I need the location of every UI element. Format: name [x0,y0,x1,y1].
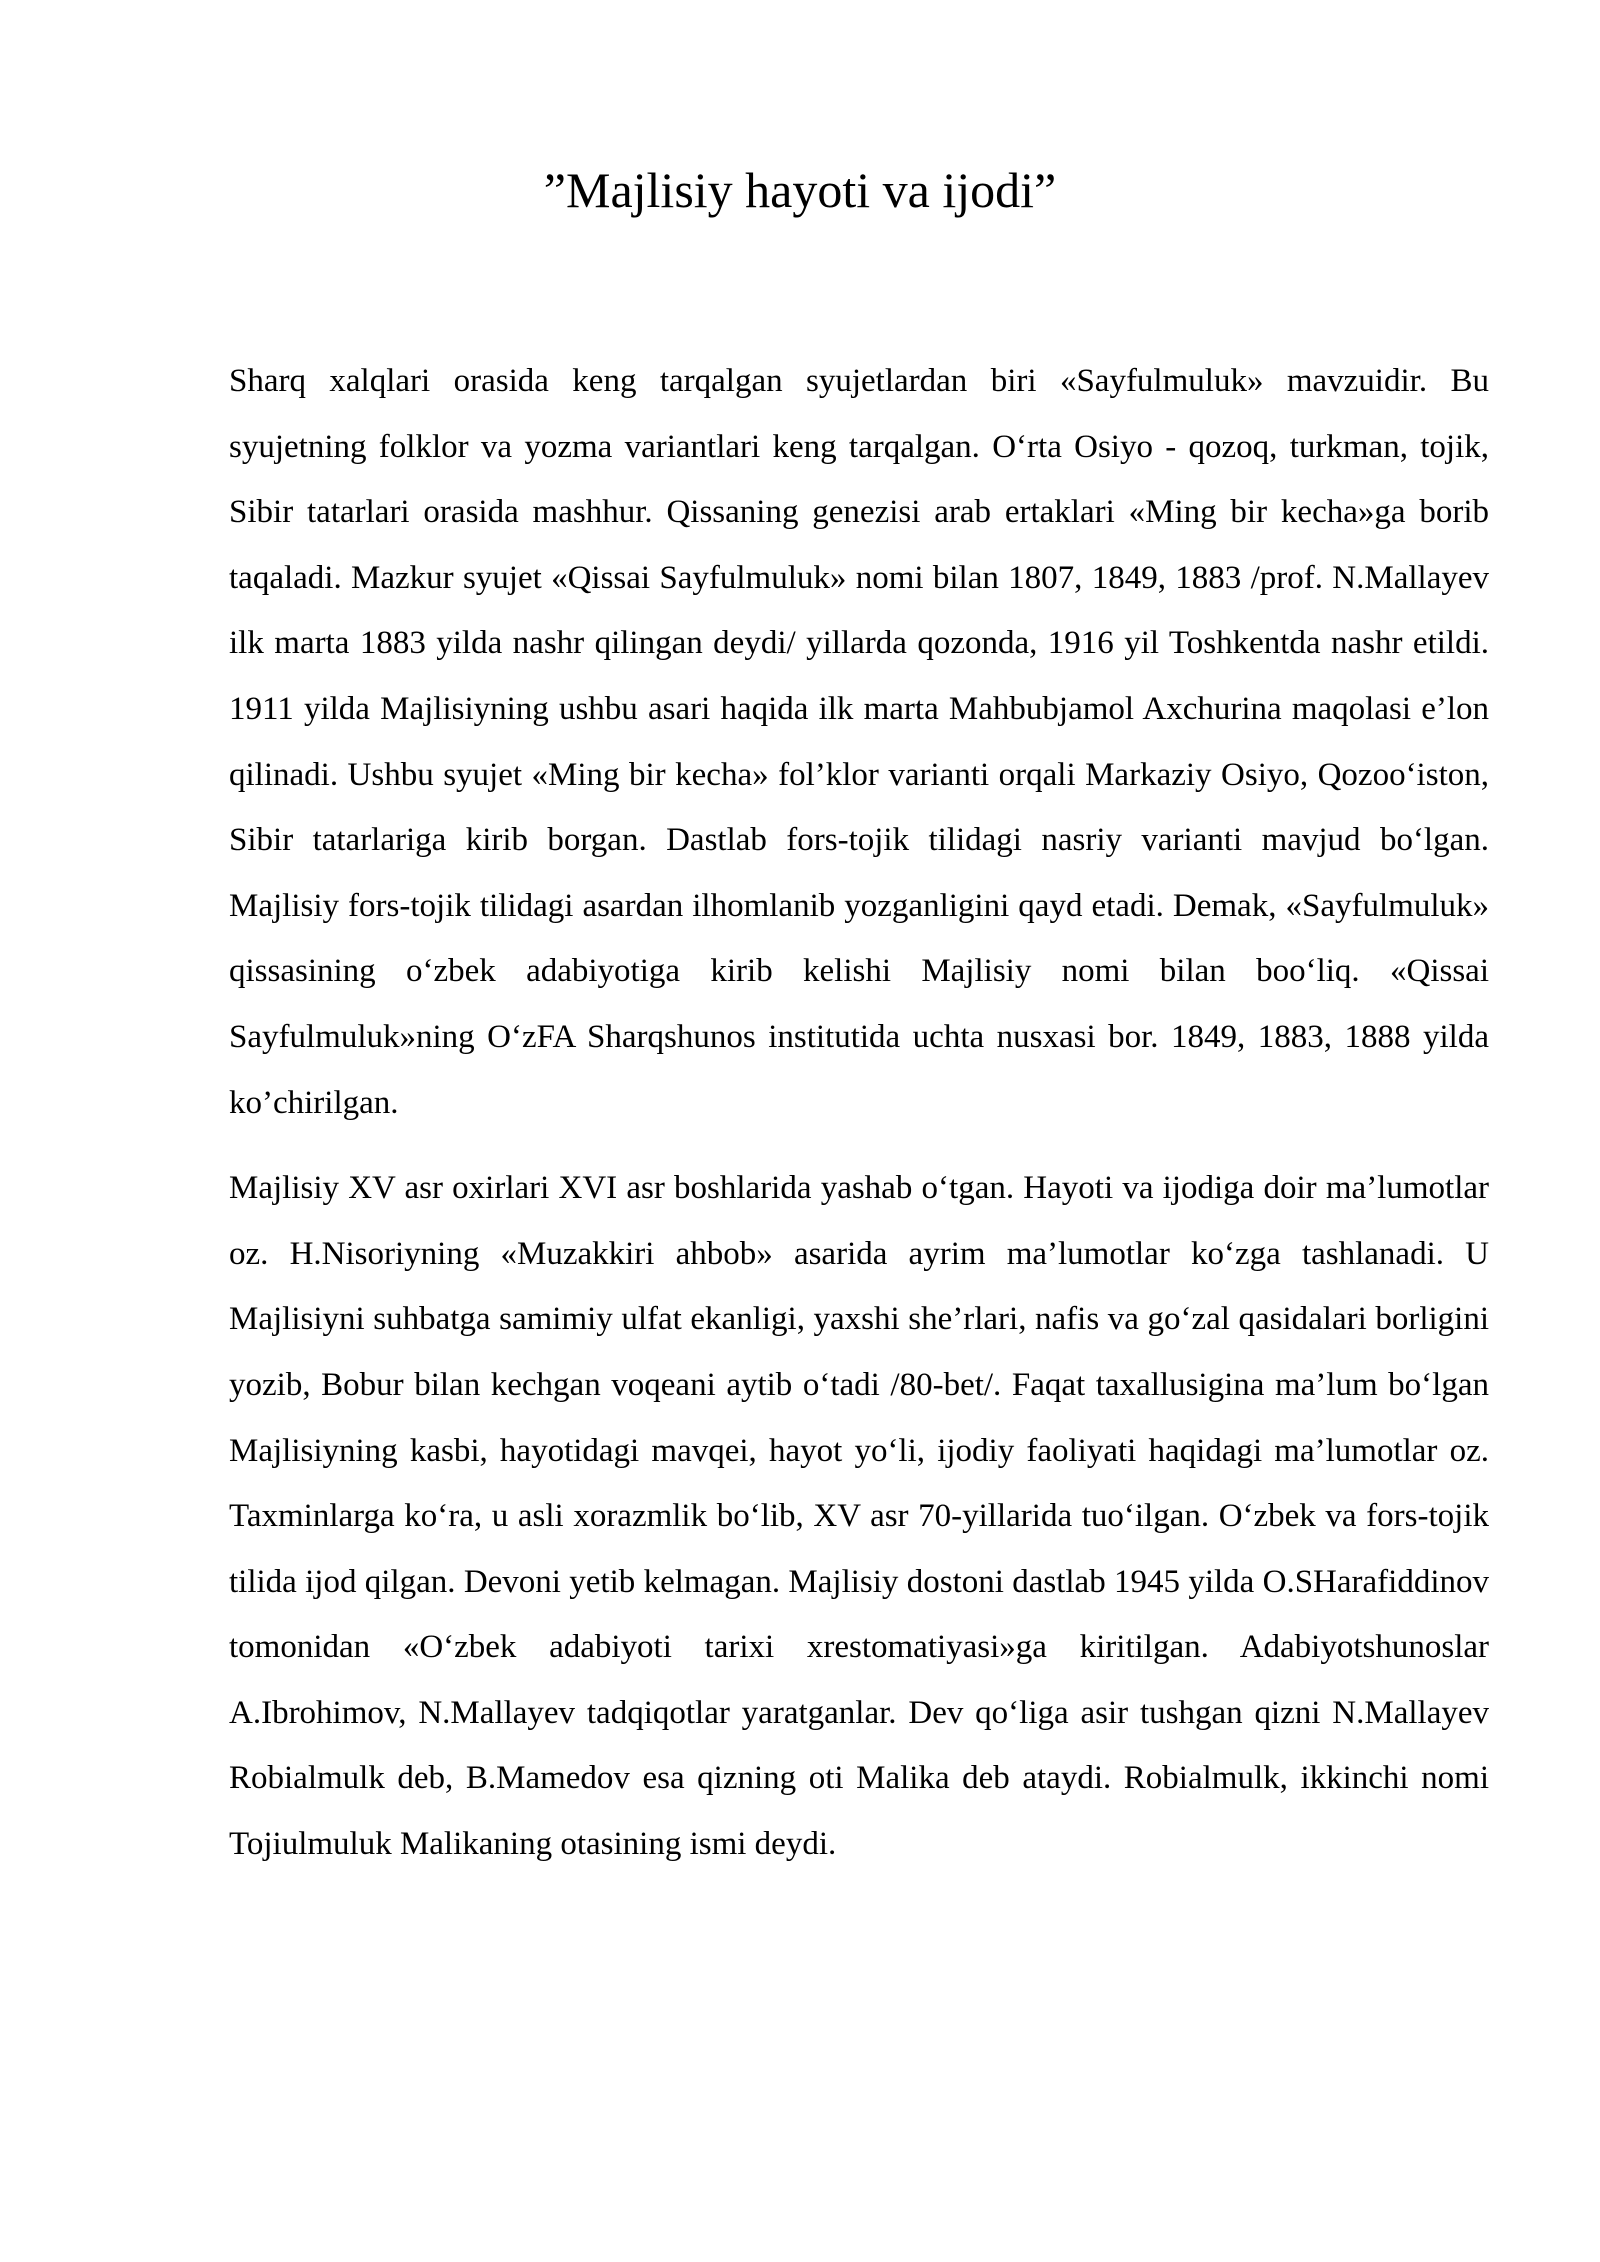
paragraph-1: Sharq xalqlari orasida keng tarqalgan syujetlardan biri «Sayfulmuluk» mavzuidir. Bu syujetning folklor va yozma variantlari keng tarqalgan. O‘rta Osiyo - qozoq, turkman, tojik, Sibir tatarlari orasida mashhur. Qissaning genezisi arab ertaklari «Ming bir kecha»ga borib taqaladi. Mazkur syujet «Qissai Sayfulmuluk» nomi bilan 1807, 1849, 1883 /prof. N.Mallayev ilk marta 1883 yilda nashr qilingan deydi/ yillarda qozonda, 1916 yil Toshkentda nashr etildi. 1911 yilda Majlisiyning ushbu asari haqida ilk marta Mahbubjamol Axchurina maqolasi e’lon qilinadi. Ushbu syujet «Ming bir kecha» fol’klor varianti orqali Markaziy Osiyo, Qozoo‘iston, Sibir tatarlariga kirib borgan. Dastlab fors-tojik tilidagi nasriy varianti mavjud bo‘lgan. Majlisiy fors-tojik tilidagi asardan ilhomlanib yozganligini qayd etadi. Demak, «Sayfulmuluk» qissasining o‘zbek adabiyotiga kirib kelishi Majlisiy nomi bilan boo‘liq. «Qissai Sayfulmuluk»ning O‘zFA Sharqshunos institutida uchta nusxasi bor. 1849, 1883, 1888 yilda ko’chirilgan. [229,363,1489,1121]
page-title: ”Majlisiy hayoti va ijodi” [543,162,1057,218]
document-body [229,349,1489,1898]
paragraph-2: Majlisiy XV asr oxirlari XVI asr boshlarida yashab o‘tgan. Hayoti va ijodiga doir ma’lumotlar oz. H.Nisoriyning «Muzakkiri ahbob» asarida ayrim ma’lumotlar ko‘zga tashlanadi. U Majlisiyni suhbatga samimiy ulfat ekanligi, yaxshi she’rlari, nafis va go‘zal qasidalari borligini yozib, Bobur bilan kechgan voqeani aytib o‘tadi /80-bet/. Faqat taxallusigina ma’lum bo‘lgan Majlisiyning kasbi, hayotidagi mavqei, hayot yo‘li, ijodiy faoliyati haqidagi ma’lumotlar oz. Taxminlarga ko‘ra, u asli xorazmlik bo‘lib, XV asr 70-yillarida tuo‘ilgan. O‘zbek va fors-tojik tilida ijod qilgan. Devoni yetib kelmagan. Majlisiy dostoni dastlab 1945 yilda O.SHarafiddinov tomonidan «O‘zbek adabiyoti tarixi xrestomatiyasi»ga kiritilgan. Adabiyotshunoslar A.Ibrohimov, N.Mallayev tadqiqotlar yaratganlar. Dev qo‘liga asir tushgan qizni N.Mallayev Robialmulk deb, B.Mamedov esa qizning oti Malika deb ataydi. Robialmulk, ikkinchi nomi Tojiulmuluk Malikaning otasining ismi deydi. [229,1170,1489,1863]
